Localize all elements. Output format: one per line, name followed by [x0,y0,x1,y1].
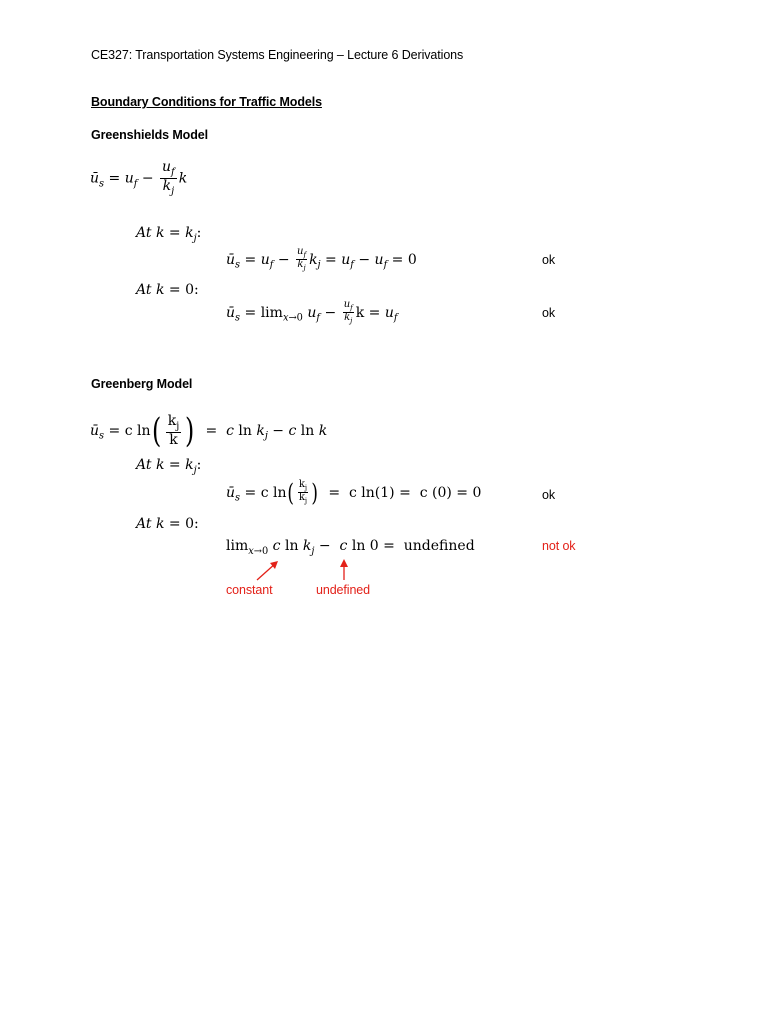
greenshields-check-2: ok [542,306,556,320]
arrow-undefined-head [340,559,348,567]
annotation-undefined: undefined [316,583,371,597]
document-title: CE327: Transportation Systems Engineering – Lecture 6 Derivations [91,48,464,62]
greenberg-result-kj: $ū_s = c$ ln( $\frac{k_j}{k_j}$ ) = c ln(1) = c (0) = 0 [226,478,482,507]
greenshields-condition-kj: At $k = k_j$: [136,225,202,244]
greenberg-condition-0: At k = 0: [136,516,199,532]
annotation-constant: constant [226,583,273,597]
greenshields-heading: Greenshields Model [91,128,208,142]
greenberg-check-2: not ok [542,539,576,553]
greenshields-result-kj: $ū_s = u_f$ − $\frac{u_f}{k_j}$ $k_j = u_f - u_f = 0$ [226,246,417,273]
greenshields-check-1: ok [542,253,556,267]
greenshields-equation: $ū_s = u_f$ − $\frac{u_f}{k_j}$ k [90,159,188,197]
greenberg-heading: Greenberg Model [91,377,193,391]
section-title: Boundary Conditions for Traffic Models [91,95,322,109]
greenshields-condition-0: At k = 0: [136,282,199,298]
greenberg-equation: $ū_s = c$ ln( $\frac{k_j}{k}$ ) = c $\ln k_j - c$ ln k [90,410,328,451]
greenshields-result-0: $ū_s = \lim_{x\to 0} u_f$ − $\frac{u_f}{k_j}$ $k = u_f$ [226,299,398,326]
greenberg-check-1: ok [542,488,556,502]
greenberg-result-0: $\lim_{x\to 0} c$ $\ln k_j - c$ ln 0 = undefined [226,538,475,557]
greenberg-condition-kj: At $k = k_j$: [136,457,202,476]
